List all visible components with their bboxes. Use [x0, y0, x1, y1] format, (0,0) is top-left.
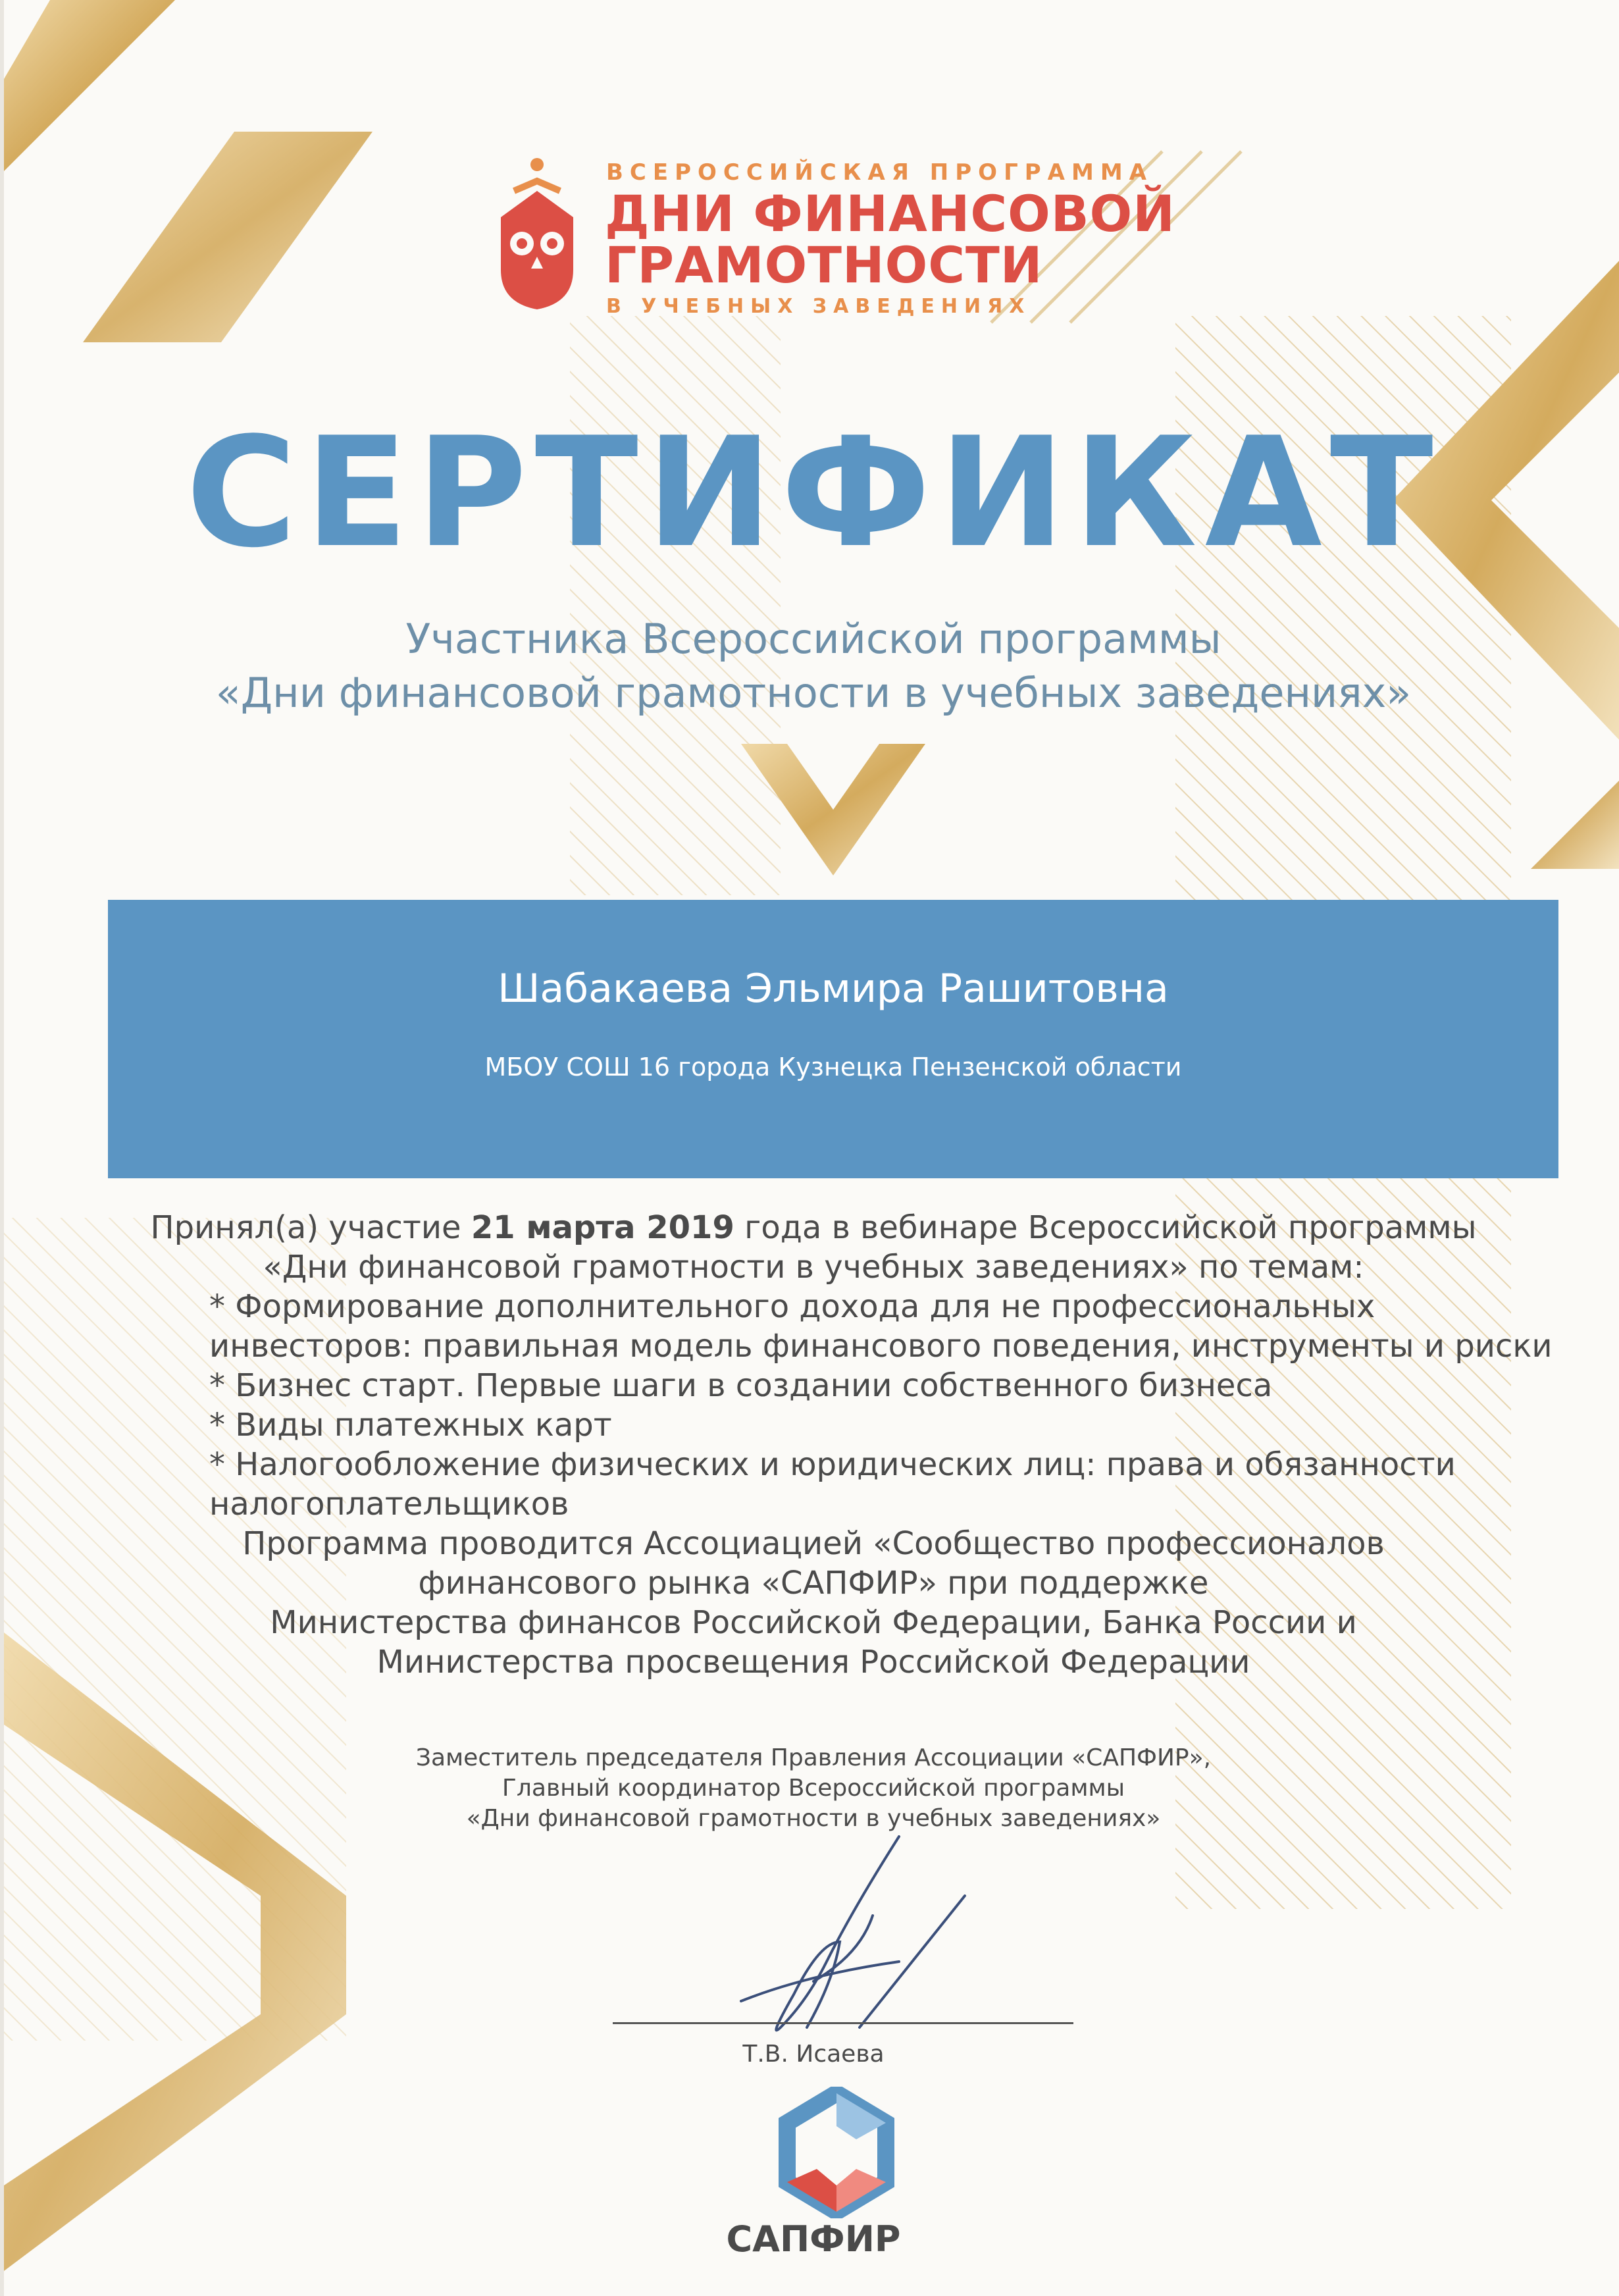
recipient-name: Шабакаева Эльмира Рашитовна [498, 966, 1169, 1012]
participation-prefix: Принял(а) участие [150, 1209, 471, 1246]
logo-text-program: ВСЕРОССИЙСКАЯ ПРОГРАММА [606, 159, 1153, 186]
subtitle-line-1: Участника Всероссийской программы [405, 615, 1221, 663]
handwritten-signature-icon [702, 1830, 1004, 2047]
logo-text-institutions: В УЧЕБНЫХ ЗАВЕДЕНИЯХ [606, 295, 1031, 318]
sapfir-logo-icon [777, 2087, 896, 2218]
topic-line: * Формирование дополнительного дохода для не профессиональных [209, 1288, 1375, 1325]
owl-logo-icon [488, 151, 586, 316]
logo-text-days: ДНИ ФИНАНСОВОЙ [605, 184, 1175, 243]
organizer-line: финансового рынка «САПФИР» при поддержке [418, 1565, 1209, 1602]
participation-line-1 [4, 1208, 1619, 1247]
gold-chevron-right-inner [1531, 777, 1619, 869]
organizer-line: Министерства финансов Российской Федерации, Банка России и [270, 1604, 1357, 1641]
signatory-title [4, 1743, 1619, 1834]
signatory-title-line-2: Главный координатор Всероссийской программы [501, 1775, 1125, 1802]
participation-line-2: «Дни финансовой грамотности в учебных заведениях» по темам: [263, 1249, 1364, 1286]
signatory-title-line-1: Заместитель председателя Правления Ассоциации «САПФИР», [415, 1744, 1212, 1771]
signatory-name: Т.В. Исаева [742, 2041, 885, 2068]
organizer-text [4, 1524, 1619, 1682]
topic-line: налогоплательщиков [209, 1486, 569, 1523]
sapfir-name: САПФИР [726, 2218, 901, 2260]
signatory-title-line-3: «Дни финансовой грамотности в учебных заведениях» [466, 1805, 1161, 1832]
organizer-line: Министерства просвещения Российской Федерации [376, 1644, 1250, 1681]
participation-suffix: года в вебинаре Всероссийской программы [734, 1209, 1477, 1246]
topic-line: * Бизнес старт. Первые шаги в создании собственного бизнеса [209, 1367, 1273, 1404]
signature-line [613, 2022, 1073, 2024]
logo-text-literacy: ГРАМОТНОСТИ [605, 236, 1043, 294]
organizer-line: Программа проводится Ассоциацией «Сообщество профессионалов [242, 1525, 1385, 1562]
recipient-school: МБОУ СОШ 16 города Кузнецка Пензенской области [484, 1053, 1182, 1082]
topic-line: инвесторов: правильная модель финансового поведения, инструменты и риски [209, 1328, 1553, 1365]
gold-chevron-top-left-2 [83, 132, 373, 342]
participation-date: 21 марта 2019 [471, 1209, 734, 1246]
topic-line: * Налогообложение физических и юридических лиц: права и обязанности [209, 1446, 1456, 1483]
program-logo [488, 151, 1212, 329]
participation-text [4, 1208, 1619, 1287]
subtitle-line-2: «Дни финансовой грамотности в учебных заведениях» [215, 669, 1412, 717]
recipient-band [108, 900, 1558, 1178]
gold-chevron-top-left [4, 0, 175, 171]
hatch-zone-mid [570, 316, 781, 895]
certificate-title: СЕРТИФИКАТ [186, 405, 1441, 581]
topics-list [209, 1287, 1591, 1524]
certificate-subtitle [4, 612, 1619, 720]
topic-line: * Виды платежных карт [209, 1407, 612, 1444]
